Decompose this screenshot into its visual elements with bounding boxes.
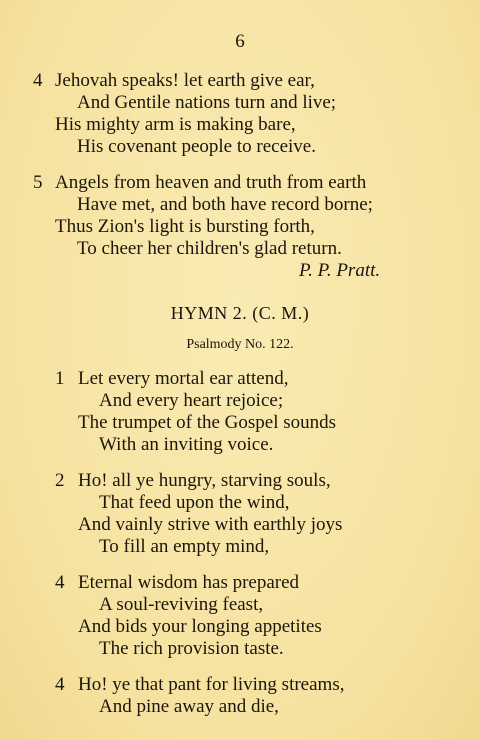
verse-number: 1	[55, 368, 65, 389]
hymn-title: HYMN 2. (C. M.)	[170, 303, 310, 323]
verse-number: 2	[55, 470, 65, 491]
verse-line: Thus Zion's light is bursting forth,	[55, 216, 315, 237]
tune-reference: Psalmody No. 122.	[186, 337, 294, 352]
verse-line: To fill an empty mind,	[99, 536, 270, 557]
verse-line: The trumpet of the Gospel sounds	[78, 412, 337, 433]
verse-number: 4	[55, 674, 65, 695]
verse-number: 4	[33, 70, 43, 91]
verse-line: Angels from heaven and truth from earth	[55, 172, 367, 193]
verse-line: To cheer her children's glad return.	[77, 238, 342, 259]
verse-line: And pine away and die,	[99, 696, 279, 717]
verse-line: And bids your longing appetites	[78, 616, 322, 637]
page-number: 6	[235, 31, 245, 52]
verse-line: His covenant people to receive.	[77, 136, 316, 157]
verse-line: Ho! all ye hungry, starving souls,	[78, 470, 331, 491]
verse-number: 4	[55, 572, 65, 593]
verse-line: With an inviting voice.	[99, 434, 274, 455]
verse-line: Ho! ye that pant for living streams,	[78, 674, 345, 695]
verse-line: And every heart rejoice;	[99, 390, 284, 411]
verse-line: Jehovah speaks! let earth give ear,	[55, 70, 315, 91]
verse-line: And Gentile nations turn and live;	[77, 92, 337, 113]
verse-line: And vainly strive with earthly joys	[78, 514, 343, 535]
verse-line: That feed upon the wind,	[99, 492, 290, 513]
verse-line: A soul-reviving feast,	[99, 594, 264, 615]
verse-line: Have met, and both have record borne;	[77, 194, 373, 215]
verse-line: The rich provision taste.	[99, 638, 284, 659]
verse-number: 5	[33, 172, 43, 193]
verse-line: Let every mortal ear attend,	[78, 368, 289, 389]
author-attribution: P. P. Pratt.	[299, 260, 381, 281]
verse-line: Eternal wisdom has prepared	[78, 572, 300, 593]
verse-line: His mighty arm is making bare,	[55, 114, 296, 135]
